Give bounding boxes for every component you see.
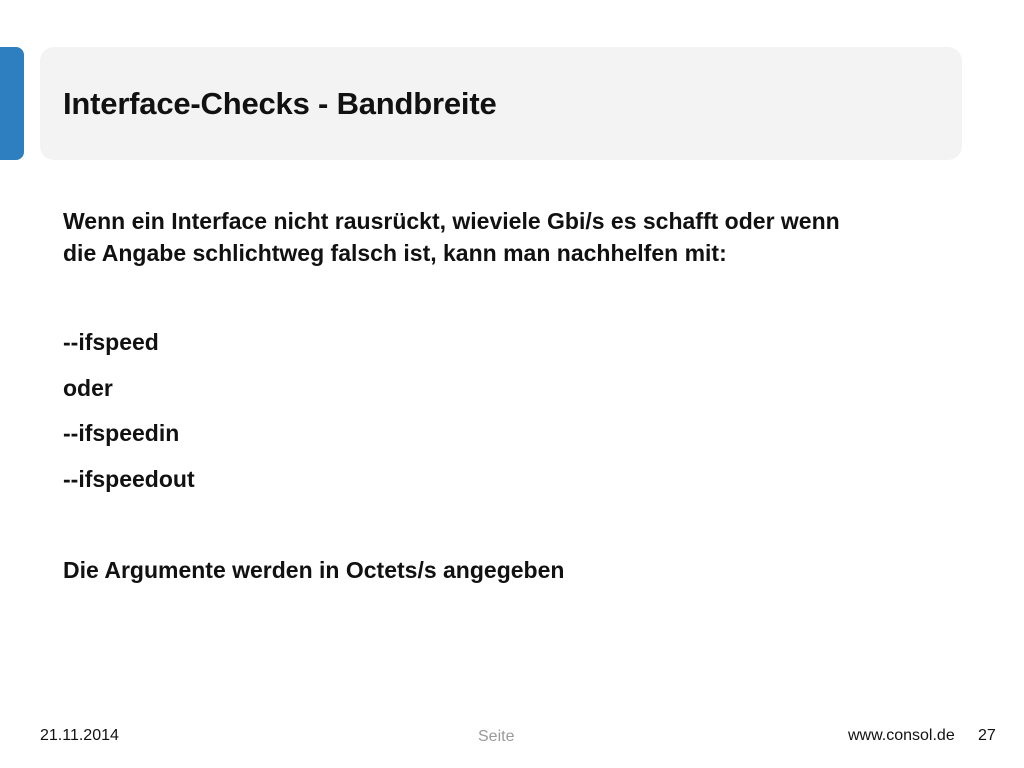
note-text: Die Argumente werden in Octets/s angegeben xyxy=(63,557,565,583)
slide-title: Interface-Checks - Bandbreite xyxy=(63,86,497,121)
footer-url: www.consol.de xyxy=(848,727,955,744)
footer-date: 21.11.2014 xyxy=(40,727,119,744)
option-ifspeedin: --ifspeedin xyxy=(63,420,180,446)
option-oder: oder xyxy=(63,374,113,401)
intro-line-2: die Angabe schlichtweg falsch ist, kann man nachhelfen mit: xyxy=(63,240,727,266)
slide-content xyxy=(63,205,953,583)
footer-page-label: Seite xyxy=(478,728,515,745)
intro-text xyxy=(63,205,953,269)
option-ifspeed: --ifspeed xyxy=(63,329,159,355)
intro-line-1: Wenn ein Interface nicht rausrückt, wieviele Gbi/s es schafft oder wenn xyxy=(63,208,840,234)
footer-page-number: 27 xyxy=(978,727,996,744)
option-list xyxy=(63,326,195,508)
accent-tab xyxy=(0,47,24,160)
option-ifspeedout: --ifspeedout xyxy=(63,465,195,492)
